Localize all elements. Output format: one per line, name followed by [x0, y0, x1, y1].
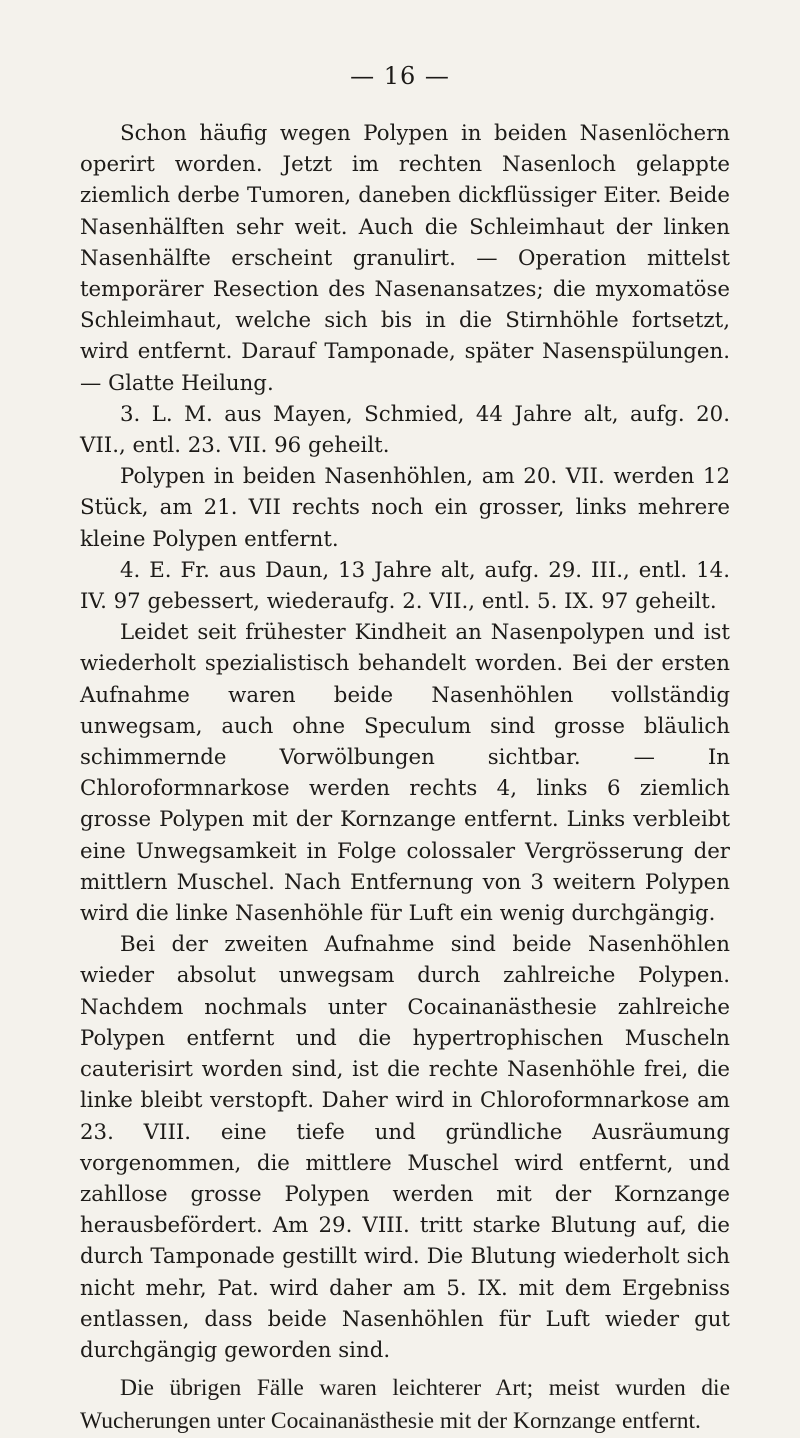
- paragraph-case-2-description: Schon häufig wegen Polypen in beiden Nasenlöchern operirt worden. Jetzt im rechten Nasenloch gelappte ziemlich derbe Tumoren, daneben dickflüssiger Eiter. Beide Nasenhälften sehr weit. Auch die Schleimhaut der linken Nasenhälfte erscheint granulirt. — Operation mittelst temporärer Resection des Nasenansatzes; die myxomatöse Schleimhaut, welche sich bis in die Stirnhöhle fortsetzt, wird entfernt. Darauf Tamponade, später Nasenspülungen. — Glatte Heilung.: [80, 121, 730, 396]
- paragraph-case-3-header: 3. L. M. aus Mayen, Schmied, 44 Jahre alt, aufg. 20. VII., entl. 23. VII. 96 geheilt.: [80, 401, 730, 459]
- page-number: — 16 —: [350, 62, 450, 90]
- paragraph-case-3-description: Polypen in beiden Nasenhöhlen, am 20. VII. werden 12 Stück, am 21. VII rechts noch ein grosser, links mehrere kleine Polypen entfernt.: [80, 464, 730, 552]
- body-text: [80, 118, 730, 1438]
- paragraph-case-4-second-admission: Bei der zweiten Aufnahme sind beide Nasenhöhlen wieder absolut unwegsam durch zahlreiche Polypen. Nachdem nochmals unter Cocainanästhesie zahlreiche Polypen entfernt und die hypertrophischen Muscheln cauterisirt worden sind, ist die rechte Nasenhöhle frei, die linke bleibt verstopft. Daher wird in Chloroformnarkose am 23. VIII. eine tiefe und gründliche Ausräumung vorgenommen, die mittlere Muschel wird entfernt, und zahllose grosse Polypen werden mit der Kornzange herausbefördert. Am 29. VIII. tritt starke Blutung auf, die durch Tamponade gestillt wird. Die Blutung wiederholt sich nicht mehr, Pat. wird daher am 5. IX. mit dem Ergebniss entlassen, dass beide Nasenhöhlen für Luft wieder gut durchgängig geworden sind.: [80, 932, 730, 1363]
- paragraph-summary: Die übrigen Fälle waren leichterer Art; meist wurden die Wucherungen unter Cocainanästhesie mit der Kornzange entfernt.: [80, 1375, 730, 1435]
- paragraph-case-4-header: 4. E. Fr. aus Daun, 13 Jahre alt, aufg. 29. III., entl. 14. IV. 97 gebessert, wiederaufg. 2. VII., entl. 5. IX. 97 geheilt.: [80, 557, 730, 615]
- paragraph-case-4-first-admission: Leidet seit frühester Kindheit an Nasenpolypen und ist wiederholt spezialistisch behandelt worden. Bei der ersten Aufnahme waren beide Nasenhöhlen vollständig unwegsam, auch ohne Speculum sind grosse bläulich schimmernde Vorwölbungen sichtbar. — In Chloroformnarkose werden rechts 4, links 6 ziemlich grosse Polypen mit der Kornzange entfernt. Links verbleibt eine Unwegsamkeit in Folge colossaler Vergrösserung der mittlern Muschel. Nach Entfernung von 3 weitern Polypen wird die linke Nasenhöhle für Luft ein wenig durchgängig.: [80, 620, 730, 927]
